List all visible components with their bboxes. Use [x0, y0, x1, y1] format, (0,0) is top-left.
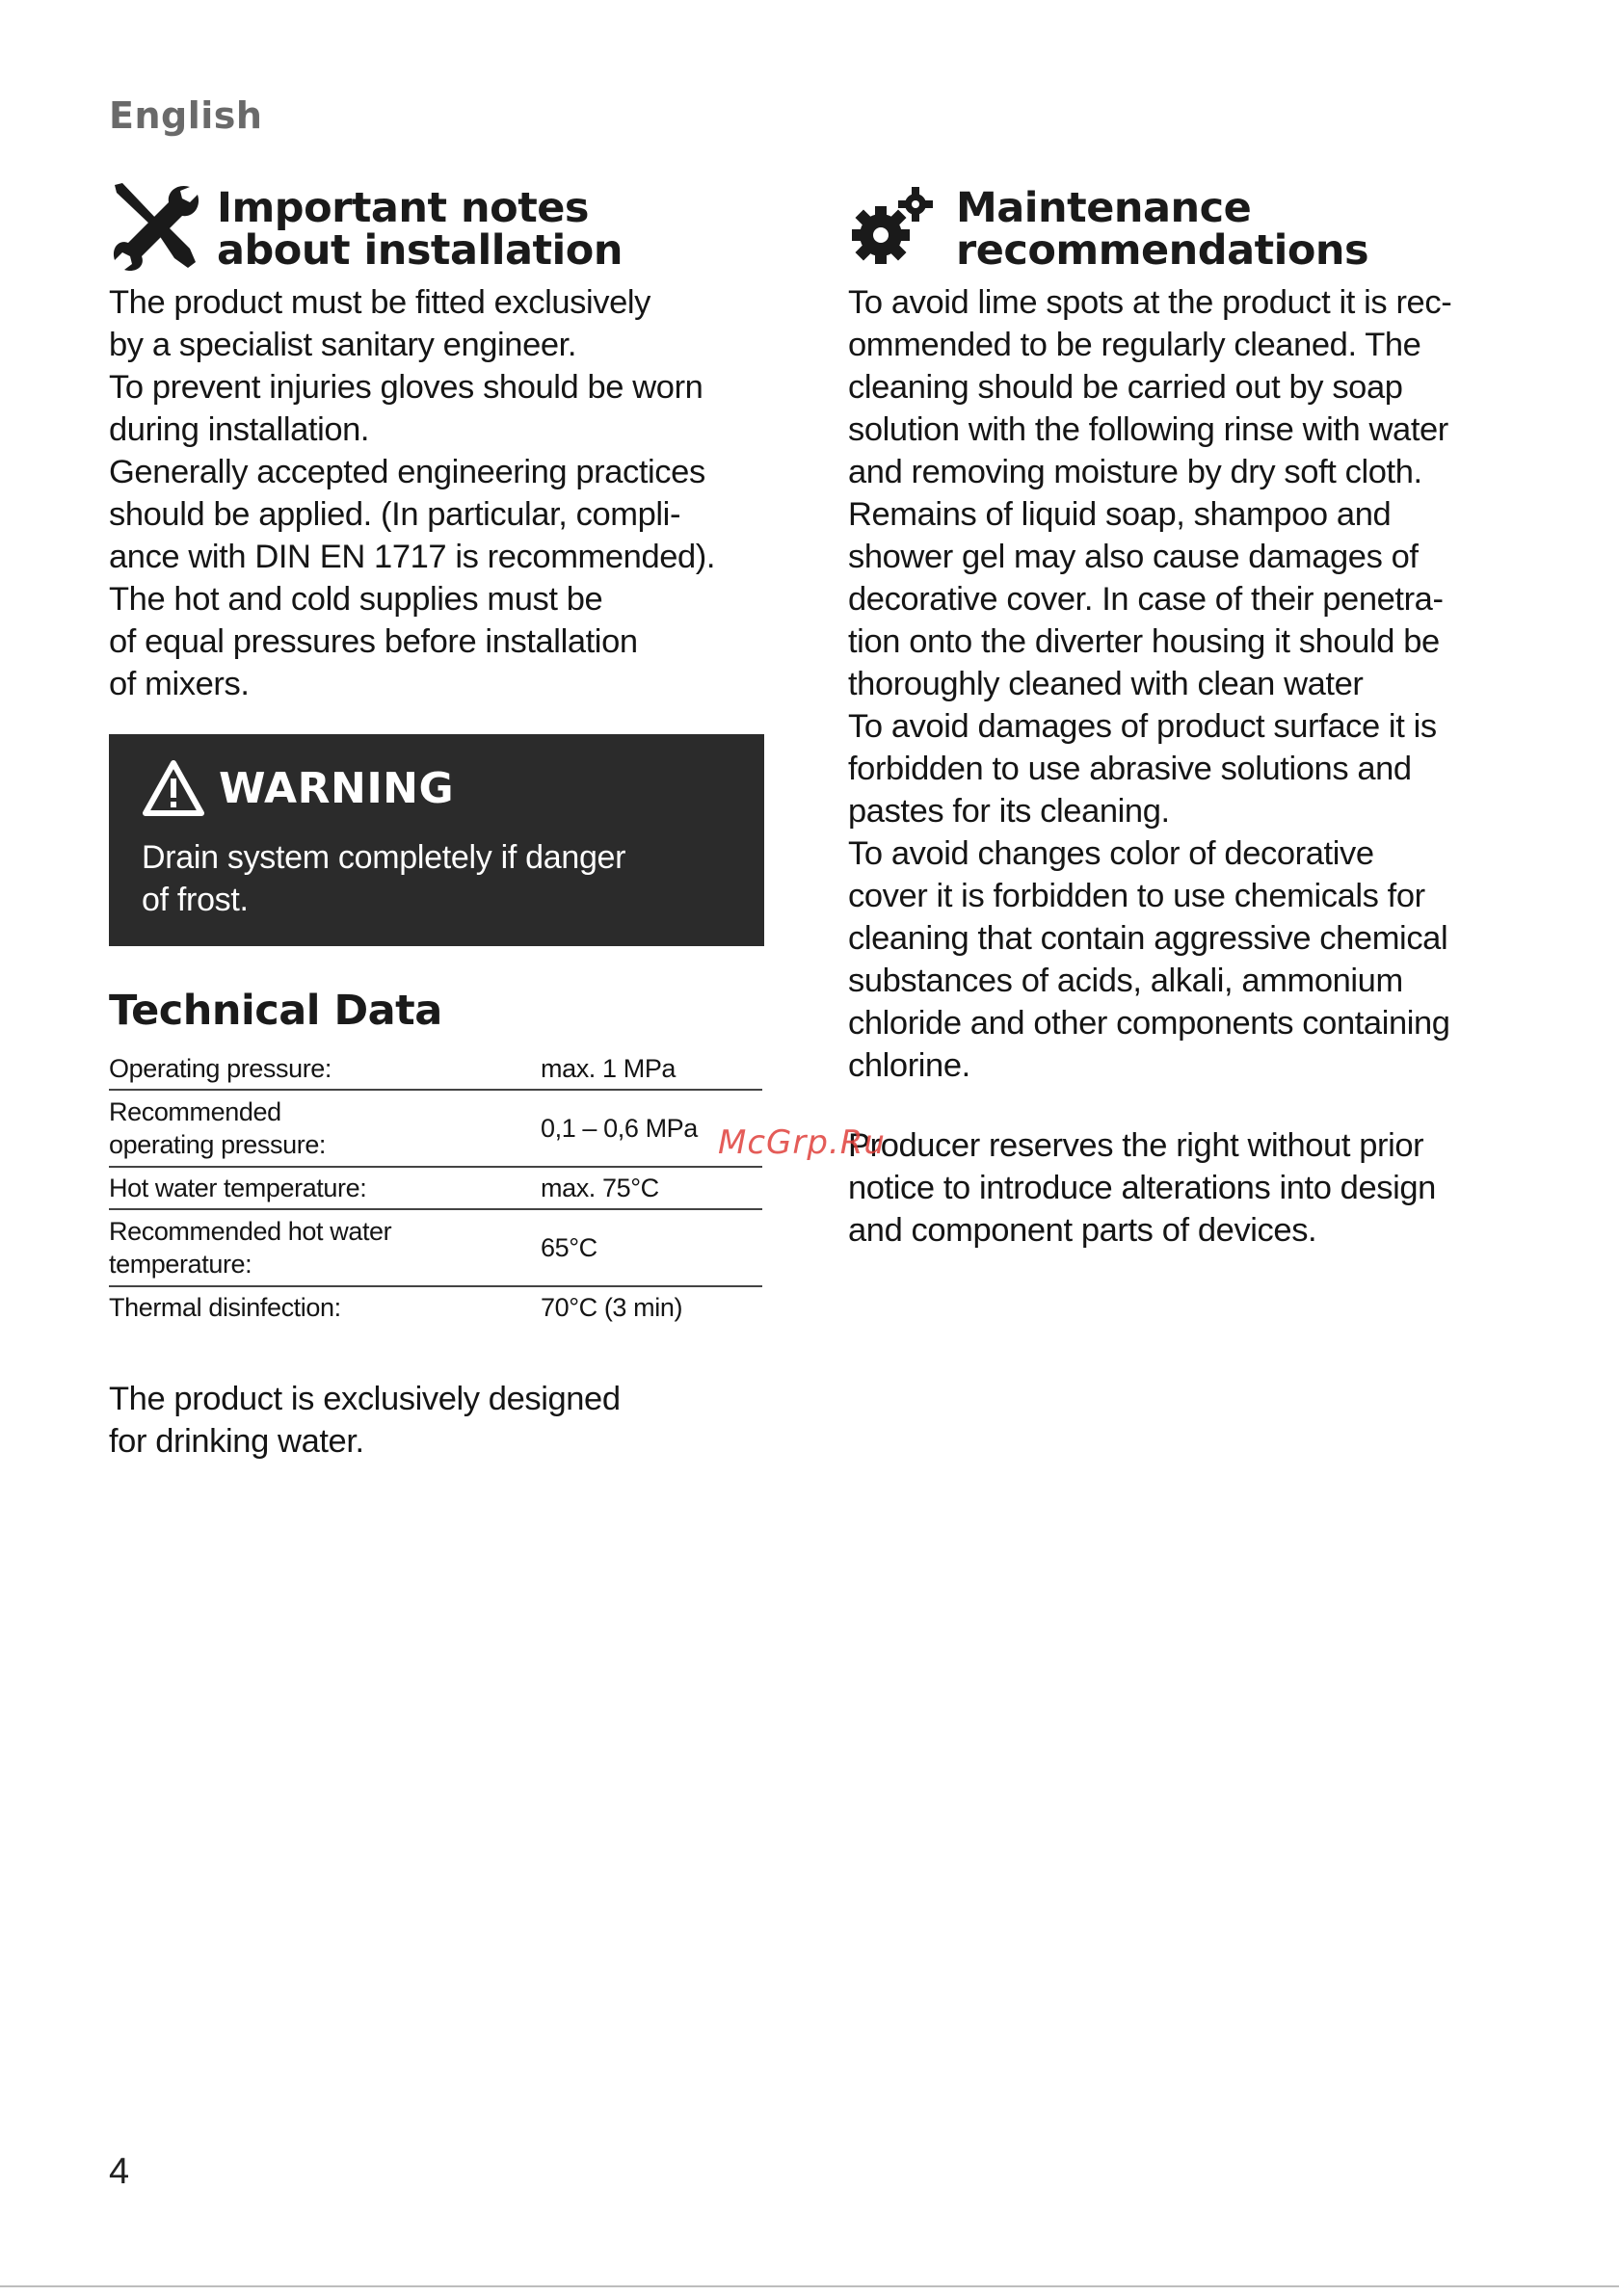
technical-data-table	[109, 1048, 762, 1328]
maintenance-line: ommended to be regularly cleaned. The	[848, 327, 1421, 363]
maintenance-section	[848, 181, 1523, 1087]
drinking-water-note	[109, 1378, 764, 1463]
installation-line: The product must be fitted exclusively	[109, 284, 650, 321]
maintenance-line: chlorine.	[848, 1047, 970, 1084]
maintenance-title-line-1: Maintenance	[956, 184, 1252, 232]
installation-section	[109, 181, 764, 705]
maintenance-line: To avoid lime spots at the product it is rec-	[848, 284, 1452, 321]
spec-value: max. 75°C	[541, 1167, 762, 1209]
maintenance-line: chloride and other components containing	[848, 1005, 1450, 1042]
maintenance-title-line-2: recommendations	[956, 226, 1369, 275]
maintenance-line: substances of acids, alkali, ammonium	[848, 963, 1403, 999]
maintenance-line: Remains of liquid soap, shampoo and	[848, 496, 1392, 533]
spec-value: 0,1 – 0,6 MPa	[541, 1090, 762, 1167]
table-row	[109, 1209, 762, 1286]
wrench-screwdriver-icon	[109, 181, 201, 274]
warning-box	[109, 734, 764, 946]
maintenance-line: cleaning should be carried out by soap	[848, 369, 1403, 406]
warning-title: WARNING	[219, 763, 455, 813]
table-row	[109, 1286, 762, 1328]
installation-line: should be applied. (In particular, compli-	[109, 496, 681, 533]
language-label: English	[109, 94, 263, 137]
producer-line: and component parts of devices.	[848, 1212, 1317, 1249]
maintenance-title	[956, 181, 1369, 275]
maintenance-line: cover it is forbidden to use chemicals for	[848, 878, 1425, 914]
installation-text	[109, 281, 764, 705]
maintenance-line: decorative cover. In case of their penetra-	[848, 581, 1444, 618]
producer-line: notice to introduce alterations into design	[848, 1170, 1436, 1206]
maintenance-line: thoroughly cleaned with clean water	[848, 666, 1364, 702]
spec-label: Hot water temperature:	[109, 1167, 541, 1209]
spec-value: 70°C (3 min)	[541, 1293, 683, 1322]
installation-line: of equal pressures before installation	[109, 623, 638, 660]
warning-line: of frost.	[142, 882, 249, 918]
table-row	[109, 1167, 762, 1209]
maintenance-line: shower gel may also cause damages of	[848, 539, 1419, 575]
spec-label: Operating pressure:	[109, 1048, 541, 1090]
warning-heading	[142, 755, 731, 821]
maintenance-heading	[848, 181, 1523, 281]
installation-line: Generally accepted engineering practices	[109, 454, 705, 490]
maintenance-line: cleaning that contain aggressive chemical	[848, 920, 1448, 957]
spec-label-line: Recommended	[109, 1097, 281, 1126]
technical-data-title: Technical Data	[109, 987, 442, 1035]
maintenance-line: and removing moisture by dry soft cloth.	[848, 454, 1422, 490]
installation-title-line-1: Important notes	[217, 184, 590, 232]
maintenance-text	[848, 281, 1523, 1087]
table-row	[109, 1090, 762, 1167]
installation-line: of mixers.	[109, 666, 250, 702]
installation-line: The hot and cold supplies must be	[109, 581, 603, 618]
page-number: 4	[109, 2151, 130, 2192]
maintenance-line: To avoid changes color of decorative	[848, 835, 1374, 872]
maintenance-line: pastes for its cleaning.	[848, 793, 1170, 830]
installation-title	[217, 181, 623, 275]
producer-line: Producer reserves the right without prior	[848, 1127, 1424, 1164]
maintenance-line: To avoid damages of product surface it is	[848, 708, 1437, 745]
installation-line: by a specialist sanitary engineer.	[109, 327, 577, 363]
gears-icon	[848, 181, 941, 274]
note-line: The product is exclusively designed	[109, 1381, 621, 1417]
installation-heading	[109, 181, 764, 281]
spec-label-line: Recommended hot water	[109, 1217, 392, 1246]
spec-label-line: temperature:	[109, 1250, 252, 1279]
spec-label	[109, 1090, 541, 1167]
note-line: for drinking water.	[109, 1423, 364, 1460]
installation-line: during installation.	[109, 411, 370, 448]
maintenance-line: solution with the following rinse with water	[848, 411, 1448, 448]
spec-label-line: operating pressure:	[109, 1130, 327, 1159]
installation-line: ance with DIN EN 1717 is recommended).	[109, 539, 716, 575]
producer-note	[848, 1124, 1523, 1252]
warning-triangle-icon	[142, 759, 205, 817]
spec-value: 65°C	[541, 1209, 762, 1286]
installation-title-line-2: about installation	[217, 226, 623, 275]
maintenance-line: forbidden to use abrasive solutions and	[848, 751, 1412, 787]
watermark: McGrp.Ru	[718, 1123, 886, 1162]
spec-value: max. 1 MPa	[541, 1048, 762, 1090]
warning-line: Drain system completely if danger	[142, 839, 626, 876]
warning-text	[142, 836, 731, 921]
spec-label	[109, 1209, 541, 1286]
spec-label: Thermal disinfection:	[109, 1293, 341, 1322]
installation-line: To prevent injuries gloves should be worn	[109, 369, 703, 406]
table-row	[109, 1048, 762, 1090]
footer-divider	[0, 2285, 1619, 2287]
maintenance-line: tion onto the diverter housing it should be	[848, 623, 1440, 660]
